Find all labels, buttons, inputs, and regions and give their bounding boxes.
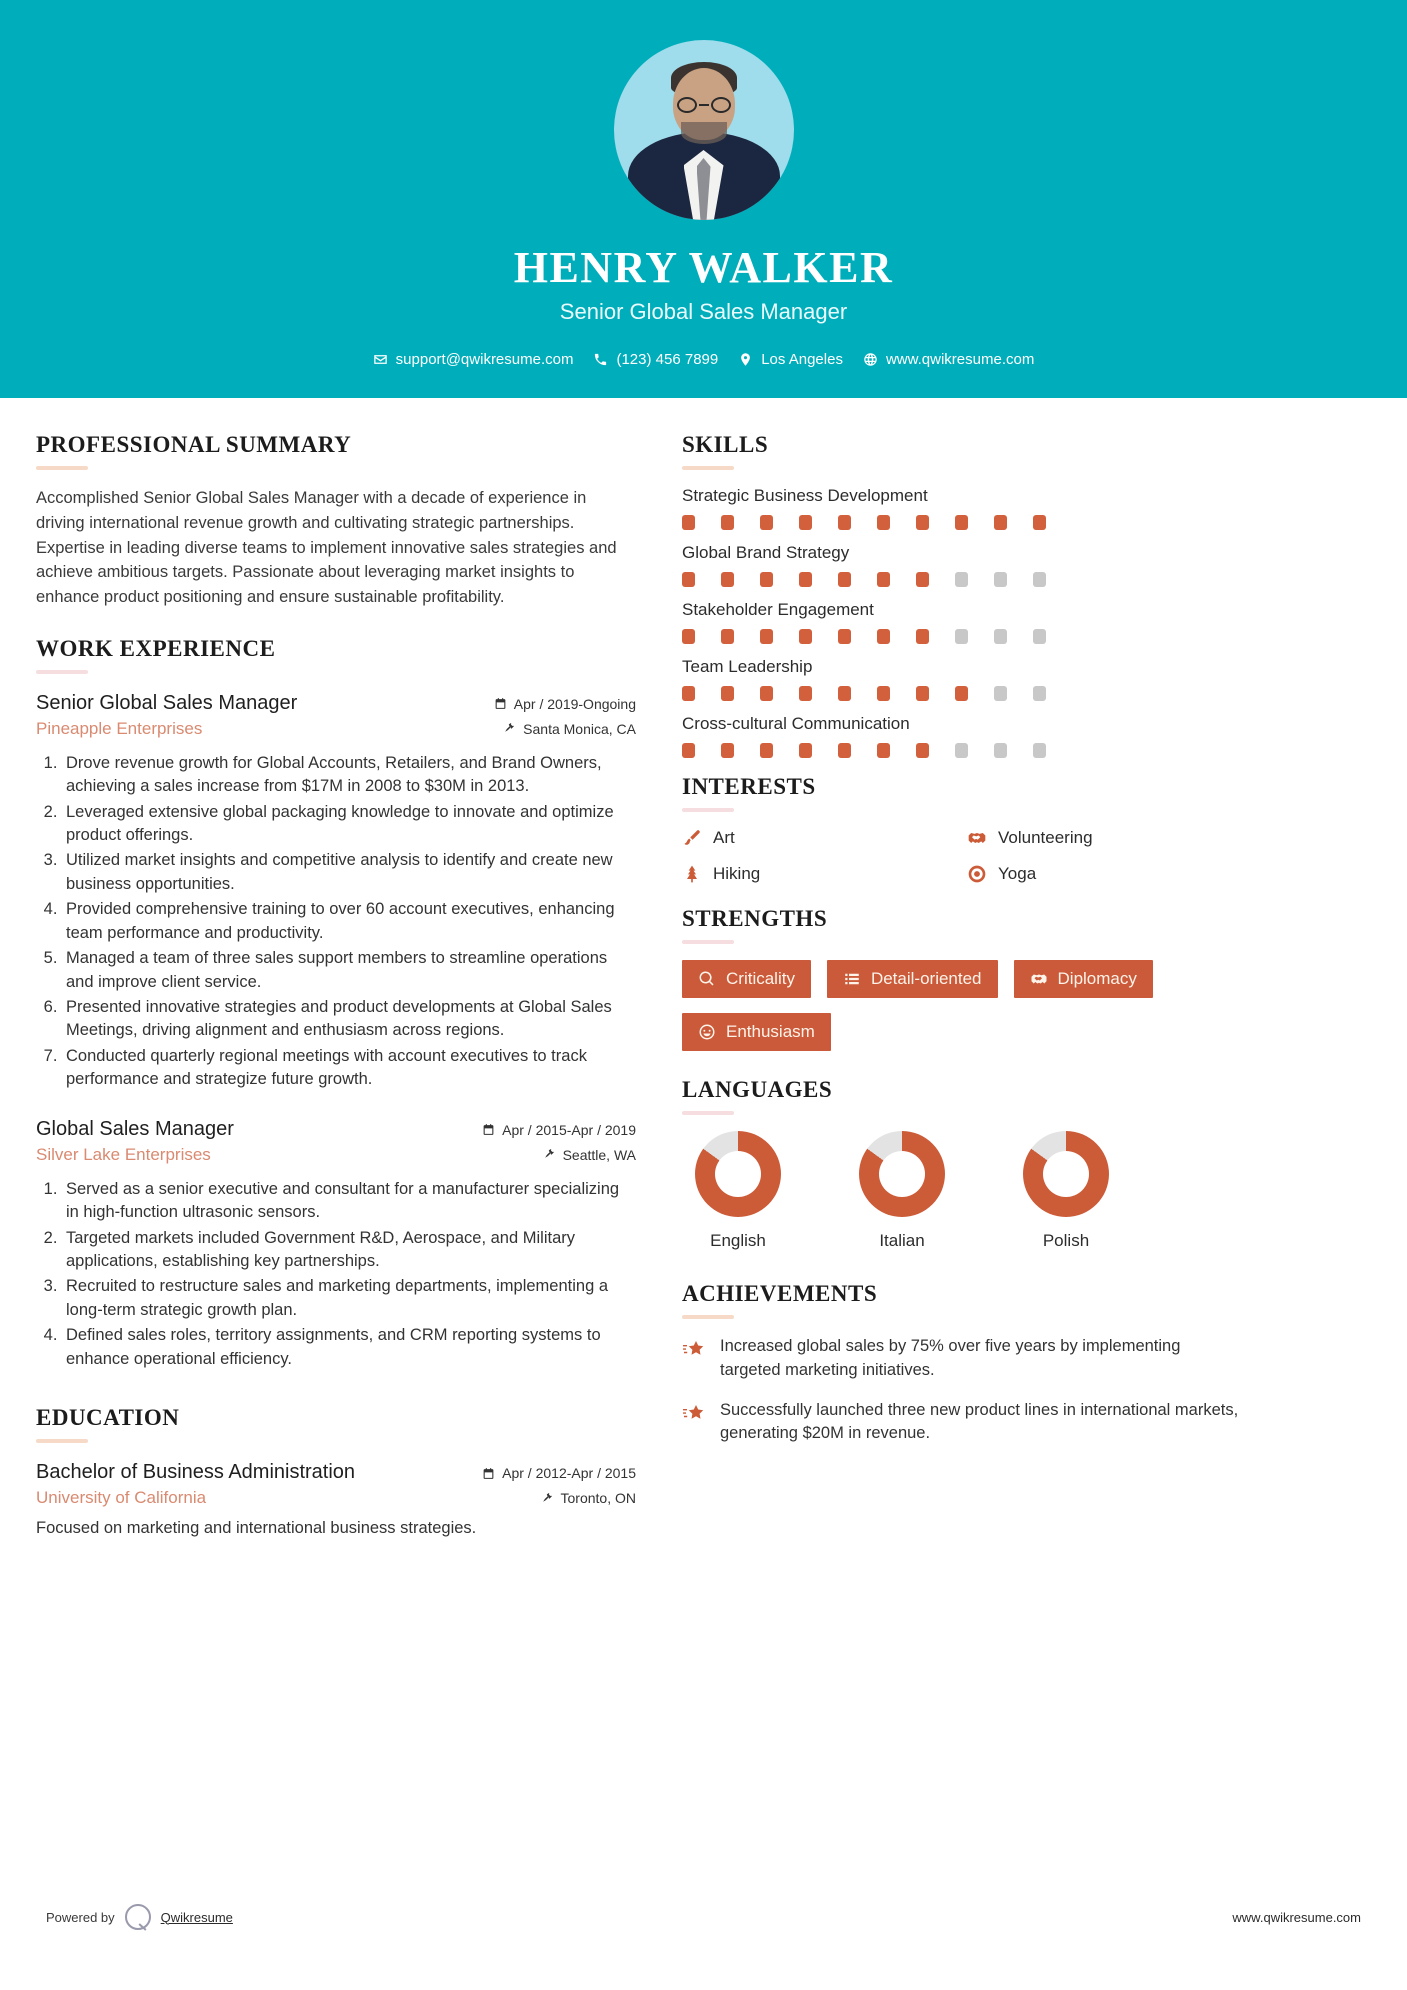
list-icon [843,970,861,988]
skill-rating-dot [877,515,890,530]
interest-item [967,828,1242,848]
section-rule [682,1315,734,1319]
section-rule [36,670,88,674]
skill-rating [682,572,1242,587]
skill-rating-dot [838,629,851,644]
section-professional-summary [36,432,636,610]
language-donut-chart [859,1131,945,1217]
skill-label: Global Brand Strategy [682,543,850,562]
globe-icon [863,352,878,367]
handshake-icon [1030,970,1048,988]
skill-rating-dot [994,743,1007,758]
languages-row [682,1131,1242,1251]
page-footer [0,1885,1407,1949]
section-strengths [682,906,1242,1051]
job-bullet-list [62,1178,636,1371]
section-title: SKILLS [682,432,769,457]
language-item [846,1131,958,1251]
contact-website[interactable] [863,351,1034,368]
tree-icon [682,864,702,884]
interest-item [682,828,957,848]
language-label: Polish [1042,1231,1090,1250]
skill-rating-dot [994,515,1007,530]
calendar-icon [482,1123,495,1136]
skill-rating [682,515,1242,530]
skill-rating-dot [799,686,812,701]
lifebuoy-icon [967,864,987,884]
section-skills [682,432,1242,758]
list-item: 2. Leveraged extensive global packaging knowledge to innovate and optimize product offerings. [62,801,636,848]
skill-rating-dot [838,686,851,701]
skill-rating-dot [838,572,851,587]
interest-item [967,864,1242,884]
contact-email[interactable] [373,351,574,368]
contact-phone[interactable] [593,351,718,368]
skill-rating-dot [682,686,695,701]
skill-rating-dot [1033,743,1046,758]
interest-label: Hiking [713,864,761,883]
magnifier-icon [698,970,716,988]
skill-rating-dot [682,743,695,758]
strength-label: Enthusiasm [726,1022,815,1041]
strength-label: Diplomacy [1057,969,1137,988]
section-rule [682,808,734,812]
skill-rating-dot [1033,515,1046,530]
language-item [1010,1131,1122,1251]
section-title: ACHIEVEMENTS [682,1281,878,1306]
calendar-icon [482,1467,495,1480]
pushpin-icon [541,1492,554,1505]
skill-rating-dot [994,572,1007,587]
school-name: University of California [36,1488,207,1508]
interests-grid [682,828,1242,884]
skill-rating-dot [955,629,968,644]
pushpin-icon [503,722,516,735]
skill-rating-dot [682,572,695,587]
skill-item [682,486,1242,530]
section-work-experience [36,636,636,1371]
list-item: 1. Drove revenue growth for Global Accounts, Retailers, and Brand Owners, achieving a sales increase from $17M in 2008 to $30M in 2013. [62,752,636,799]
skill-rating-dot [721,686,734,701]
avatar-beard-shape [681,122,727,144]
achievement-text: Increased global sales by 75% over five years by implementing targeted marketing initiatives. [720,1337,1181,1379]
avatar [614,40,794,220]
skill-rating-dot [877,572,890,587]
skill-rating-dot [760,629,773,644]
section-rule [36,466,88,470]
skill-rating-dot [955,686,968,701]
contact-location [738,351,843,368]
summary-text: Accomplished Senior Global Sales Manager with a decade of experience in driving international revenue growth and cultivating strategic partnerships. Expertise in leading diverse teams to implement innovative sales strategies and achieve ambitious targets. Passionate about leveraging market insights to enhance product positioning and ensure sustainable profitability. [36,489,617,606]
envelope-icon [373,352,388,367]
job-dates [482,1122,636,1138]
job-title: Senior Global Sales Manager [36,691,298,714]
section-rule [682,940,734,944]
interest-label: Yoga [998,864,1037,883]
job-title: Global Sales Manager [36,1117,234,1140]
skill-rating-dot [916,629,929,644]
candidate-name: HENRY WALKER [513,243,894,292]
achievement-item [682,1399,1242,1447]
section-title: STRENGTHS [682,906,828,931]
interest-item [682,864,957,884]
skill-rating-dot [682,629,695,644]
phone-icon [593,352,608,367]
strength-label: Criticality [726,969,795,988]
powered-by-block [46,1904,233,1930]
contact-email-text: support@qwikresume.com [395,351,574,368]
contact-website-text: www.qwikresume.com [885,351,1035,368]
section-rule [36,1439,88,1443]
education-dates-text: Apr / 2012-Apr / 2015 [502,1465,636,1482]
skills-list [682,486,1242,758]
skill-label: Strategic Business Development [682,486,928,505]
achievement-text: Successfully launched three new product lines in international markets, generating $20M in revenue. [720,1400,1239,1443]
section-achievements [682,1281,1242,1446]
resume-body [0,398,1407,1538]
contact-row [373,351,1035,368]
skill-rating-dot [760,572,773,587]
skill-item [682,714,1242,758]
interest-label: Volunteering [998,828,1093,847]
list-item: 3. Recruited to restructure sales and marketing departments, implementing a long-term strategic growth plan. [62,1275,636,1322]
section-rule [682,1111,734,1115]
skill-rating-dot [916,686,929,701]
skill-label: Stakeholder Engagement [682,600,874,619]
candidate-role: Senior Global Sales Manager [559,299,848,324]
job-location-text: Seattle, WA [562,1146,636,1163]
degree-title: Bachelor of Business Administration [36,1461,356,1484]
education-entry [36,1461,636,1538]
skill-label: Team Leadership [682,657,813,676]
job-location-text: Santa Monica, CA [523,720,636,737]
section-interests [682,774,1242,884]
skill-rating-dot [760,686,773,701]
skill-rating-dot [955,572,968,587]
language-donut-chart [1023,1131,1109,1217]
company-name: Silver Lake Enterprises [36,1144,211,1164]
skill-rating-dot [1033,629,1046,644]
section-languages [682,1077,1242,1251]
skill-rating-dot [877,686,890,701]
list-item: 6. Presented innovative strategies and product developments at Global Sales Meetings, driving alignment and enthusiasm across regions. [62,996,636,1043]
skill-rating-dot [916,572,929,587]
strength-chip-criticality [682,960,811,998]
strength-label: Detail-oriented [870,969,982,988]
language-item [682,1131,794,1251]
section-title: WORK EXPERIENCE [36,635,276,661]
skill-rating-dot [955,743,968,758]
section-rule [682,466,734,470]
contact-phone-text: (123) 456 7899 [616,351,719,368]
education-location-text: Toronto, ON [560,1490,636,1507]
strength-chip-diplomacy [1014,960,1153,998]
skill-rating [682,743,1242,758]
education-location [482,1490,636,1506]
list-item: 3. Utilized market insights and competitive analysis to identify and create new business opportunities. [62,849,636,896]
achievement-item [682,1335,1242,1383]
strength-chip-detail-oriented [827,960,998,998]
skill-rating-dot [955,515,968,530]
skill-rating-dot [1033,572,1046,587]
list-item: 1. Served as a senior executive and consultant for a manufacturer specializing in high-function ultrasonic sensors. [62,1178,636,1225]
skill-label: Cross-cultural Communication [682,714,910,733]
skill-item [682,657,1242,701]
skill-rating [682,629,1242,644]
skill-rating-dot [799,515,812,530]
skill-rating-dot [1033,686,1046,701]
resume-header [0,0,1407,398]
skill-rating-dot [994,686,1007,701]
skill-rating-dot [838,743,851,758]
powered-by-label: Powered by [46,1909,115,1925]
job-dates-text: Apr / 2015-Apr / 2019 [502,1121,636,1138]
right-column [682,432,1242,1538]
footer-url: www.qwikresume.com [1232,1909,1361,1925]
skill-rating-dot [838,515,851,530]
skill-rating-dot [916,743,929,758]
list-item: 5. Managed a team of three sales support members to streamline operations and improve client service. [62,947,636,994]
work-entry [36,692,636,1092]
glasses-icon [675,97,733,113]
list-item: 2. Targeted markets included Government R&D, Aerospace, and Military applications, establishing key partnerships. [62,1227,636,1274]
skill-rating [682,686,1242,701]
work-entry [36,1118,636,1371]
skill-rating-dot [877,743,890,758]
language-label: English [710,1231,766,1250]
job-dates-text: Apr / 2019-Ongoing [513,695,636,712]
job-location [494,721,636,737]
list-item: 4. Defined sales roles, territory assignments, and CRM reporting systems to enhance operational efficiency. [62,1324,636,1371]
list-item: 4. Provided comprehensive training to over 60 account executives, enhancing team performance and productivity. [62,898,636,945]
skill-rating-dot [721,572,734,587]
list-item: 7. Conducted quarterly regional meetings with account executives to track performance and strategize future growth. [62,1045,636,1092]
skill-rating-dot [916,515,929,530]
strengths-grid [682,960,1242,1051]
skill-rating-dot [682,515,695,530]
section-title: INTERESTS [682,774,816,799]
contact-location-text: Los Angeles [761,351,843,368]
job-bullet-list [62,752,636,1092]
skill-rating-dot [799,743,812,758]
job-location [482,1147,636,1163]
language-label: Italian [879,1231,925,1250]
skill-rating-dot [994,629,1007,644]
smiley-icon [698,1023,716,1041]
section-education [36,1405,636,1538]
handshake-icon [967,828,987,848]
skill-item [682,543,1242,587]
job-dates [494,696,636,712]
pushpin-icon [543,1148,556,1161]
shooting-star-icon [682,1402,706,1426]
section-title: PROFESSIONAL SUMMARY [36,432,352,457]
skill-rating-dot [721,629,734,644]
skill-rating-dot [721,743,734,758]
skill-rating-dot [721,515,734,530]
calendar-icon [494,697,507,710]
skill-rating-dot [799,572,812,587]
education-dates [482,1465,636,1481]
education-note: Focused on marketing and international business strategies. [36,1519,477,1538]
skill-rating-dot [877,629,890,644]
company-name: Pineapple Enterprises [36,718,203,738]
skill-rating-dot [760,743,773,758]
section-title: EDUCATION [36,1405,180,1431]
interest-label: Art [713,828,735,847]
skill-rating-dot [799,629,812,644]
skill-item [682,600,1242,644]
qwikresume-link[interactable]: Qwikresume [160,1909,233,1925]
left-column [36,432,636,1538]
strength-chip-enthusiasm [682,1013,831,1051]
map-pin-icon [738,352,753,367]
section-title: LANGUAGES [682,1077,833,1102]
skill-rating-dot [760,515,773,530]
language-donut-chart [695,1131,781,1217]
shooting-star-icon [682,1338,706,1362]
paintbrush-icon [682,828,702,848]
qwikresume-logo-icon [125,1904,151,1930]
